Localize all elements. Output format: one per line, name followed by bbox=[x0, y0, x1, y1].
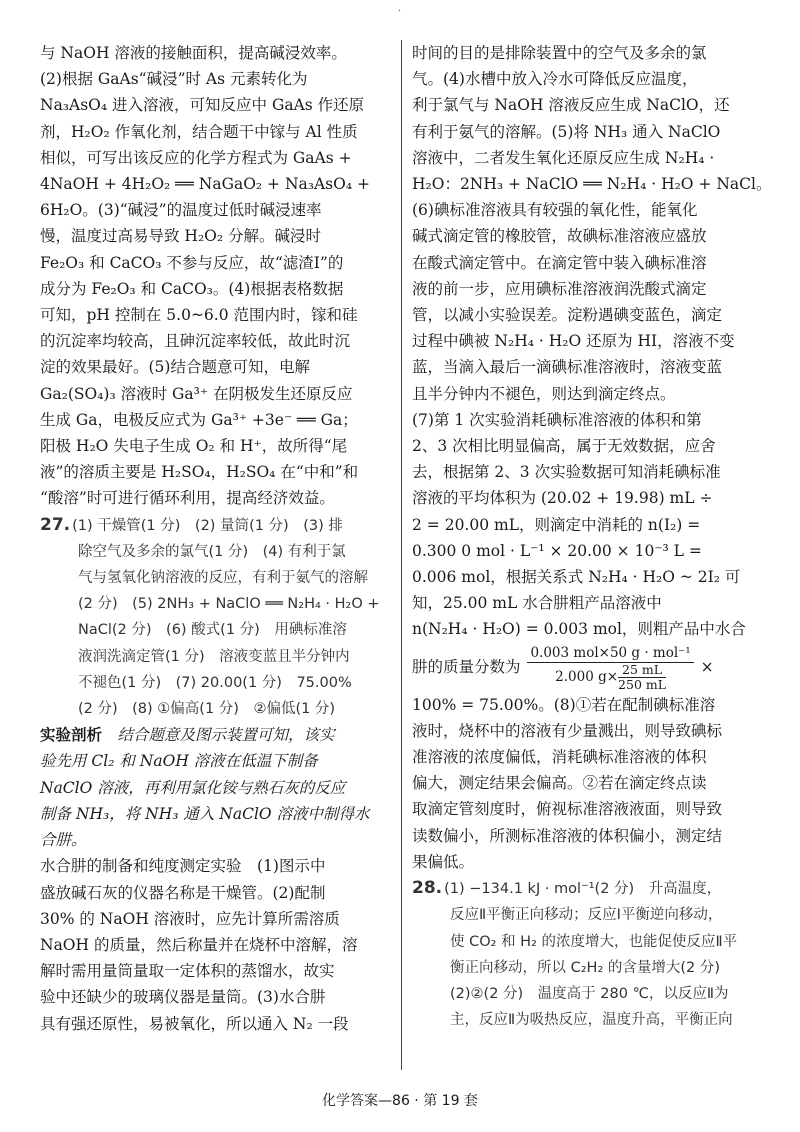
text-line: Fe₂O₃ 和 CaCO₃ 不参与反应，故“滤渣Ⅰ”的 bbox=[40, 253, 344, 272]
text-line: 时间的目的是排除装置中的空气及多余的氯 bbox=[412, 44, 707, 62]
text-line: 的沉淀率均较高，且砷沉淀率较低，故此时沉 bbox=[40, 332, 351, 351]
formula-prefix: 肼的质量分数为 bbox=[412, 657, 521, 676]
text-line: 水合肼的制备和纯度测定实验 (1)图示中 bbox=[40, 857, 326, 876]
text-line: 利于氯气与 NaOH 溶液反应生成 NaClO，还 bbox=[412, 96, 730, 115]
text-line: 成分为 Fe₂O₃ 和 CaCO₃。(4)根据表格数据 bbox=[40, 279, 344, 298]
text-line: 准溶液的浓度偏低，消耗碘标准溶液的体积 bbox=[412, 748, 707, 767]
text-line: 液时，烧杯中的溶液有少量溅出，则导致碘标 bbox=[412, 721, 723, 740]
inner-fraction bbox=[618, 663, 666, 692]
answer-line: 除空气及多余的氯气(1 分) (4) 有利于氯 bbox=[78, 543, 346, 560]
text-line: 液”的溶质主要是 H₂SO₄，H₂SO₄ 在“中和”和 bbox=[40, 463, 359, 482]
answer-line: 衡正向移动，所以 C₂H₂ 的含量增大(2 分) bbox=[450, 959, 721, 976]
text-line: 6H₂O。(3)“碱浸”的温度过低时碱浸速率 bbox=[40, 201, 322, 220]
answer-line: 使 CO₂ 和 H₂ 的浓度增大，也能促使反应Ⅱ平 bbox=[450, 933, 738, 950]
inner-numerator: 25 mL bbox=[618, 663, 666, 678]
answer-line: 气与氢氧化钠溶液的反应，有利于氨气的溶解 bbox=[78, 570, 368, 587]
text-line: 0.006 mol，根据关系式 N₂H₄ · H₂O ~ 2I₂ 可 bbox=[412, 568, 741, 587]
text-line: 有利于氨气的溶解。(5)将 NH₃ 通入 NaClO bbox=[412, 122, 721, 141]
explanation-continued bbox=[412, 40, 772, 875]
question-number-28: 28. bbox=[412, 878, 443, 899]
answer-line: (2)②(2 分) 温度高于 280 ℃，以反应Ⅱ为 bbox=[450, 985, 729, 1002]
text-line: 过程中碘被 N₂H₄ · H₂O 还原为 HI，溶液不变 bbox=[412, 332, 735, 351]
answer-line: NaCl(2 分) (6) 酸式(1 分) 用碘标准溶 bbox=[78, 622, 347, 639]
text-line: 与 NaOH 溶液的接触面积，提高碱浸效率。 bbox=[40, 44, 347, 62]
analysis-header: 实验剖析 bbox=[40, 726, 103, 745]
denominator-mass: 2.000 g× bbox=[555, 668, 619, 685]
text-line: 且半分钟内不褪色，则达到滴定终点。 bbox=[412, 384, 676, 403]
text-line: 溶液的平均体积为 (20.02 + 19.98) mL ÷ bbox=[412, 489, 713, 508]
answer-line: (2 分) (8) ①偏高(1 分) ②偏低(1 分) bbox=[78, 701, 336, 718]
text-line: 读数偏小，所测标准溶液的体积偏小，测定结 bbox=[412, 826, 723, 845]
answer-text: (1) −134.1 kJ · mol⁻¹(2 分) 升高温度， bbox=[444, 881, 722, 898]
text-line: 生成 Ga，电极反应式为 Ga³⁺ +3e⁻ ══ Ga； bbox=[40, 410, 358, 429]
q28-answers bbox=[412, 875, 772, 1033]
text-line: 验中还缺少的玻璃仪器是量筒。(3)水合肼 bbox=[40, 988, 326, 1007]
text-line: 盛放碱石灰的仪器名称是干燥管。(2)配制 bbox=[40, 883, 326, 902]
column-divider bbox=[401, 40, 402, 1070]
answer-line: (2 分) (5) 2NH₃ + NaClO ══ N₂H₄ · H₂O + bbox=[78, 596, 380, 613]
question-number-27: 27. bbox=[40, 514, 71, 535]
text-line: “酸溶”时可进行循环利用，提高经济效益。 bbox=[40, 489, 335, 508]
text-line: 剂，H₂O₂ 作氧化剂，结合题干中镓与 Al 性质 bbox=[40, 122, 358, 141]
analysis-line: 合肼。 bbox=[40, 831, 87, 850]
text-line: 碱式滴定管的橡胶管，故碘标准溶液应盛放 bbox=[412, 227, 707, 246]
text-line: 2 = 20.00 mL，则滴定中消耗的 n(I₂) = bbox=[412, 515, 701, 534]
text-line: 0.300 0 mol · L⁻¹ × 20.00 × 10⁻³ L = bbox=[412, 541, 702, 560]
answer-line bbox=[412, 875, 772, 902]
text-line: 淀的效果最好。(5)结合题意可知，电解 bbox=[40, 358, 310, 377]
answer-line bbox=[40, 512, 392, 539]
text-line: H₂O：2NH₃ + NaClO ══ N₂H₄ · H₂O + NaCl。 bbox=[412, 175, 772, 194]
text-line: 阳极 H₂O 失电子生成 O₂ 和 H⁺，故所得“尾 bbox=[40, 437, 348, 456]
text-line: 去，根据第 2、3 次实验数据可知消耗碘标准 bbox=[412, 463, 721, 482]
left-column bbox=[40, 40, 392, 1037]
text-line: 取滴定管刻度时，俯视标准溶液液面，则导致 bbox=[412, 800, 723, 819]
q27-answers bbox=[40, 512, 392, 723]
text-line: NaOH 的质量，然后称量并在烧杯中溶解，溶 bbox=[40, 935, 358, 954]
text-line: 管，以减小实验误差。淀粉遇碘变蓝色，滴定 bbox=[412, 306, 723, 325]
explanation bbox=[40, 853, 392, 1036]
text-line: 知，25.00 mL 水合肼粗产品溶液中 bbox=[412, 594, 662, 613]
mass-fraction-formula bbox=[412, 643, 772, 692]
text-line: 2、3 次相比明显偏高，属于无效数据，应舍 bbox=[412, 437, 716, 456]
text-line: 可知，pH 控制在 5.0~6.0 范围内时，镓和硅 bbox=[40, 306, 358, 325]
fraction bbox=[527, 644, 693, 692]
fraction-denominator bbox=[527, 663, 693, 692]
text-line: 果偏低。 bbox=[412, 852, 475, 871]
right-column bbox=[412, 40, 772, 1033]
text-line: 液的前一步，应用碘标准溶液润洗酸式滴定 bbox=[412, 279, 707, 298]
text-line: (6)碘标准溶液具有较强的氧化性，能氧化 bbox=[412, 201, 698, 220]
top-mark: · bbox=[398, 6, 402, 17]
analysis-line: 制备 NH₃，将 NH₃ 通入 NaClO 溶液中制得水 bbox=[40, 804, 370, 823]
text-line: 解时需用量筒量取一定体积的蒸馏水，故实 bbox=[40, 962, 335, 981]
answer-line: 不褪色(1 分) (7) 20.00(1 分) 75.00% bbox=[78, 674, 352, 691]
text-line: Na₃AsO₄ 进入溶液，可知反应中 GaAs 作还原 bbox=[40, 96, 365, 115]
analysis-line: NaClO 溶液，再利用氯化铵与熟石灰的反应 bbox=[40, 778, 346, 797]
text-line: 偏大，测定结果会偏高。②若在滴定终点读 bbox=[412, 774, 707, 793]
experiment-analysis bbox=[40, 722, 392, 853]
text-line: 在酸式滴定管中。在滴定管中装入碘标准溶 bbox=[412, 253, 707, 272]
text-line: 4NaOH + 4H₂O₂ ══ NaGaO₂ + Na₃AsO₄ + bbox=[40, 175, 370, 194]
text-line: (7)第 1 次实验消耗碘标准溶液的体积和第 bbox=[412, 410, 702, 429]
text-line: 气。(4)水槽中放入冷水可降低反应温度， bbox=[412, 70, 698, 89]
text-line: 蓝，当滴入最后一滴碘标准溶液时，溶液变蓝 bbox=[412, 358, 723, 377]
analysis-line bbox=[40, 722, 392, 748]
answer-text: (1) 干燥管(1 分) (2) 量筒(1 分) (3) 排 bbox=[72, 517, 343, 534]
answer-line: 主，反应Ⅱ为吸热反应，温度升高，平衡正向 bbox=[450, 1012, 733, 1029]
text-line: 慢，温度过高易导致 H₂O₂ 分解。碱浸时 bbox=[40, 227, 322, 246]
q26-continued bbox=[40, 40, 392, 512]
fraction-numerator: 0.003 mol×50 g · mol⁻¹ bbox=[527, 644, 693, 663]
text-line: 溶液中，二者发生氧化还原反应生成 N₂H₄ · bbox=[412, 148, 715, 167]
text-line: 相似，可写出该反应的化学方程式为 GaAs + bbox=[40, 148, 352, 167]
formula-suffix: × bbox=[700, 657, 714, 676]
inner-denominator: 250 mL bbox=[618, 676, 667, 692]
text-line: 具有强还原性，易被氧化，所以通入 N₂ 一段 bbox=[40, 1014, 349, 1033]
analysis-line: 验先用 Cl₂ 和 NaOH 溶液在低温下制备 bbox=[40, 752, 318, 771]
text-line: 30% 的 NaOH 溶液时，应先计算所需溶质 bbox=[40, 909, 340, 928]
text-line: (2)根据 GaAs“碱浸”时 As 元素转化为 bbox=[40, 70, 308, 89]
text-line: Ga₂(SO₄)₃ 溶液时 Ga³⁺ 在阴极发生还原反应 bbox=[40, 384, 353, 403]
page-footer: 化学答案—86 · 第 19 套 bbox=[322, 1093, 478, 1109]
text-line: 100% = 75.00%。(8)①若在配制碘标准溶 bbox=[412, 695, 716, 714]
analysis-text: 结合题意及图示装置可知，该实 bbox=[102, 726, 335, 745]
answer-line: 反应Ⅱ平衡正向移动；反应Ⅰ平衡逆向移动， bbox=[450, 907, 723, 924]
text-line: n(N₂H₄ · H₂O) = 0.003 mol，则粗产品中水合 bbox=[412, 620, 746, 639]
answer-line: 液润洗滴定管(1 分) 溶液变蓝且半分钟内 bbox=[78, 648, 350, 665]
